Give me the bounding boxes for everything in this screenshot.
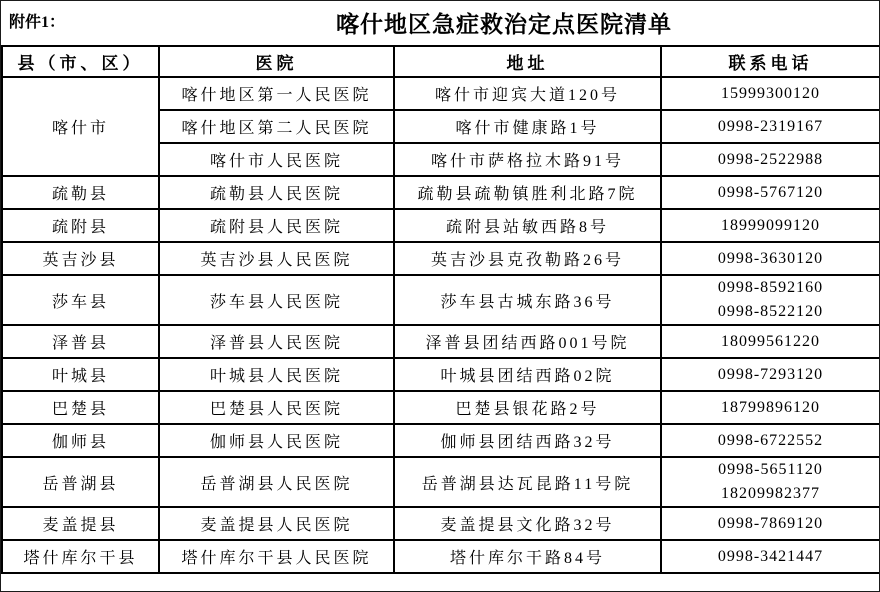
header-county: 县（市、区） bbox=[2, 46, 159, 77]
phone-cell bbox=[661, 77, 880, 110]
phone-number: 0998-6722552 bbox=[717, 431, 824, 449]
header-address: 地址 bbox=[394, 46, 661, 77]
county-cell: 伽师县 bbox=[2, 424, 159, 457]
phone-cell bbox=[661, 507, 880, 540]
hospital-cell: 喀什市人民医院 bbox=[159, 143, 394, 176]
phone-number: 0998-8522120 bbox=[717, 303, 824, 320]
address-cell: 喀什市健康路1号 bbox=[394, 110, 661, 143]
table-row bbox=[2, 391, 880, 424]
header-phone: 联系电话 bbox=[661, 46, 880, 77]
table-row bbox=[2, 457, 880, 507]
hospital-cell: 麦盖提县人民医院 bbox=[159, 507, 394, 540]
hospital-cell: 巴楚县人民医院 bbox=[159, 391, 394, 424]
address-cell: 疏附县站敏西路8号 bbox=[394, 209, 661, 242]
phone-number: 0998-8592160 bbox=[717, 279, 824, 296]
phone-number: 18209982377 bbox=[721, 485, 820, 502]
address-cell: 叶城县团结西路02院 bbox=[394, 358, 661, 391]
hospital-cell: 莎车县人民医院 bbox=[159, 275, 394, 325]
county-cell: 疏附县 bbox=[2, 209, 159, 242]
hospital-cell: 英吉沙县人民医院 bbox=[159, 242, 394, 275]
county-cell: 巴楚县 bbox=[2, 391, 159, 424]
table-row bbox=[2, 424, 880, 457]
county-cell: 叶城县 bbox=[2, 358, 159, 391]
county-cell: 麦盖提县 bbox=[2, 507, 159, 540]
address-cell: 喀什市迎宾大道120号 bbox=[394, 77, 661, 110]
table-row bbox=[2, 275, 880, 325]
table-row bbox=[2, 507, 880, 540]
phone-cell bbox=[661, 457, 880, 507]
county-cell: 塔什库尔干县 bbox=[2, 540, 159, 573]
phone-number: 0998-5767120 bbox=[717, 183, 824, 201]
phone-number: 0998-7293120 bbox=[717, 365, 824, 383]
phone-cell bbox=[661, 176, 880, 209]
page-title: 喀什地区急症救治定点医院清单 bbox=[336, 11, 672, 37]
address-cell: 伽师县团结西路32号 bbox=[394, 424, 661, 457]
phone-number: 0998-3630120 bbox=[717, 249, 824, 267]
hospital-cell: 岳普湖县人民医院 bbox=[159, 457, 394, 507]
header-row bbox=[2, 46, 880, 77]
hospital-cell: 泽普县人民医院 bbox=[159, 325, 394, 358]
address-cell: 岳普湖县达瓦昆路11号院 bbox=[394, 457, 661, 507]
hospital-cell: 塔什库尔干县人民医院 bbox=[159, 540, 394, 573]
hospital-cell: 疏勒县人民医院 bbox=[159, 176, 394, 209]
county-cell: 岳普湖县 bbox=[2, 457, 159, 507]
county-cell: 英吉沙县 bbox=[2, 242, 159, 275]
phone-number: 18099561220 bbox=[721, 332, 820, 350]
phone-number: 0998-7869120 bbox=[717, 514, 824, 532]
phone-cell bbox=[661, 424, 880, 457]
phone-cell bbox=[661, 143, 880, 176]
phone-cell bbox=[661, 242, 880, 275]
phone-cell bbox=[661, 275, 880, 325]
address-cell: 英吉沙县克孜勒路26号 bbox=[394, 242, 661, 275]
phone-number: 0998-3421447 bbox=[717, 547, 824, 565]
phone-number: 0998-5651120 bbox=[718, 461, 823, 478]
phone-cell bbox=[661, 540, 880, 573]
address-cell: 喀什市萨格拉木路91号 bbox=[394, 143, 661, 176]
hospital-cell: 疏附县人民医院 bbox=[159, 209, 394, 242]
table-row bbox=[2, 540, 880, 573]
phone-number: 18999099120 bbox=[721, 216, 820, 234]
county-cell: 泽普县 bbox=[2, 325, 159, 358]
county-cell: 疏勒县 bbox=[2, 176, 159, 209]
address-cell: 疏勒县疏勒镇胜利北路7院 bbox=[394, 176, 661, 209]
phone-cell bbox=[661, 358, 880, 391]
address-cell: 麦盖提县文化路32号 bbox=[394, 507, 661, 540]
address-cell: 巴楚县银花路2号 bbox=[394, 391, 661, 424]
phone-number: 0998-2522988 bbox=[717, 150, 824, 168]
header-hospital: 医院 bbox=[159, 46, 394, 77]
phone-number: 15999300120 bbox=[721, 84, 820, 102]
table-row bbox=[2, 325, 880, 358]
table-row bbox=[2, 209, 880, 242]
phone-cell bbox=[661, 110, 880, 143]
hospital-cell: 喀什地区第一人民医院 bbox=[159, 77, 394, 110]
hospital-table bbox=[1, 45, 880, 574]
phone-cell bbox=[661, 209, 880, 242]
phone-cell bbox=[661, 325, 880, 358]
hospital-cell: 伽师县人民医院 bbox=[159, 424, 394, 457]
title-bar bbox=[1, 1, 879, 45]
address-cell: 莎车县古城东路36号 bbox=[394, 275, 661, 325]
phone-cell bbox=[661, 391, 880, 424]
hospital-table-body bbox=[2, 77, 880, 573]
address-cell: 塔什库尔干路84号 bbox=[394, 540, 661, 573]
table-row bbox=[2, 242, 880, 275]
attachment-label: 附件1： bbox=[9, 14, 66, 31]
county-cell: 莎车县 bbox=[2, 275, 159, 325]
address-cell: 泽普县团结西路001号院 bbox=[394, 325, 661, 358]
hospital-table-head bbox=[2, 46, 880, 77]
table-row bbox=[2, 358, 880, 391]
county-cell: 喀什市 bbox=[2, 77, 159, 176]
phone-number: 0998-2319167 bbox=[717, 117, 824, 135]
hospital-cell: 叶城县人民医院 bbox=[159, 358, 394, 391]
table-row bbox=[2, 77, 880, 110]
phone-number: 18799896120 bbox=[721, 398, 820, 416]
table-row bbox=[2, 176, 880, 209]
hospital-cell: 喀什地区第二人民医院 bbox=[159, 110, 394, 143]
